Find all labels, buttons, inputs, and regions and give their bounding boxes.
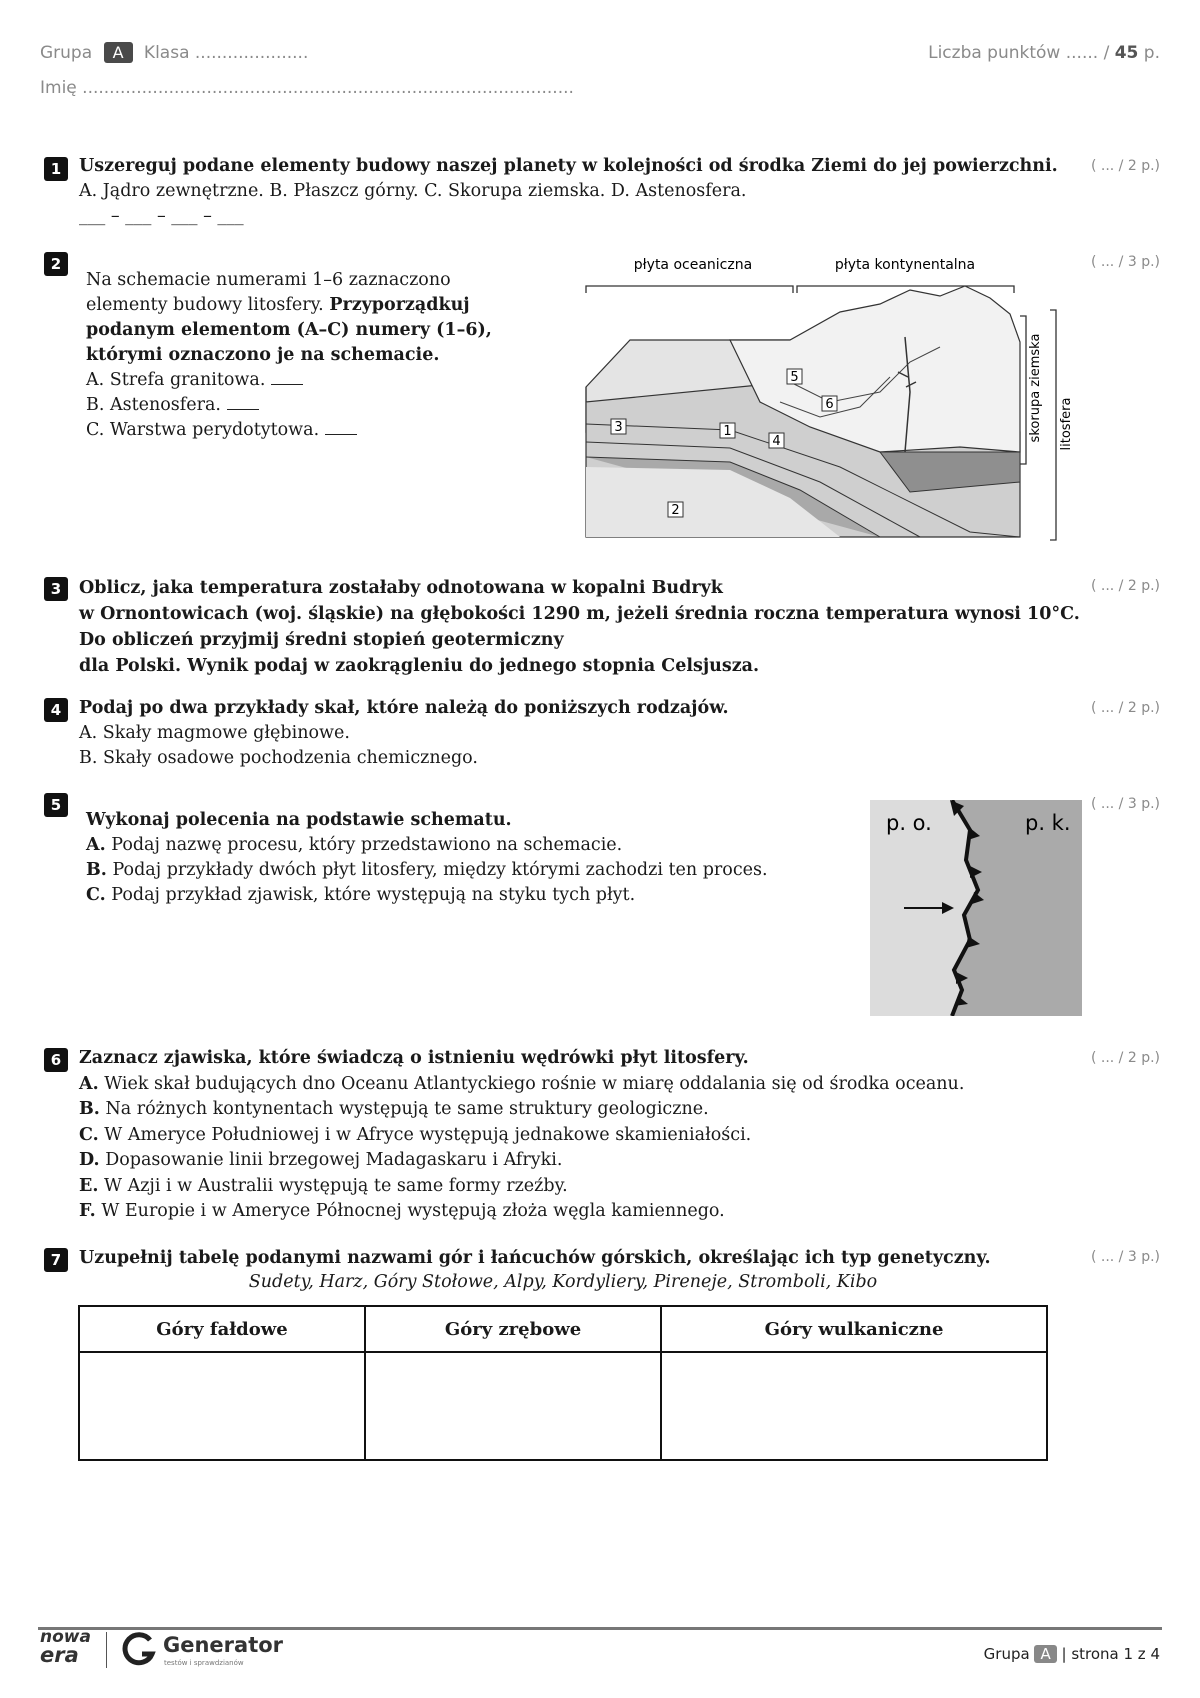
question-number-6: 6 [44,1048,68,1072]
q6-text-d: Dopasowanie linii brzegowej Madagaskaru i Afryki. [105,1150,563,1170]
column-header-block: Góry zrębowe [365,1306,661,1352]
question-points-5: ( ... / 3 p.) [1090,796,1160,812]
points-total [928,43,1160,63]
answer-cell-block[interactable] [365,1352,661,1460]
q5-item-c: Podaj przykład zjawisk, które występują na styku tych płyt. [111,885,636,905]
q3-line-1: Oblicz, jaka temperatura zostałaby odnotowana w kopalni Budryk [79,578,723,598]
q5-prompt: Wykonaj polecenia na podstawie schematu. [86,810,512,830]
q6-option-e [79,1174,964,1200]
label-oceanic-plate-short: p. o. [886,811,932,835]
mountain-type-table [78,1305,1048,1461]
q5-letter-a: A. [86,835,106,855]
generator-subtitle: testów i sprawdzianów [164,1659,244,1667]
q6-prompt: Zaznacz zjawiska, które świadczą o istnieniu wędrówki płyt litosfery. [79,1048,749,1068]
q2-item-a: A. Strefa granitowa. [86,370,266,390]
class-field: Klasa ..................... [143,43,309,63]
question-number-3: 3 [44,577,68,601]
footer-group-badge: A [1034,1645,1056,1663]
q3-line-4: dla Polski. Wynik podaj w zaokrągleniu do jednego stopnia Celsjusza. [79,656,760,676]
points-unit: p. [1143,43,1160,63]
label-lithosphere: litosfera [1059,397,1074,451]
q4-prompt: Podaj po dwa przykłady skał, które należą do poniższych rodzajów. [79,698,729,718]
group-label: Grupa [40,43,93,63]
question-4 [79,696,729,771]
number-5: 5 [790,370,799,385]
points-total-value: 45 [1114,43,1139,63]
number-6: 6 [825,397,834,412]
q6-letter-b: B. [79,1099,100,1119]
question-number-1: 1 [44,157,68,181]
question-5 [86,808,768,908]
q2-item-c: C. Warstwa perydotytowa. [86,420,320,440]
q4-item-b: B. Skały osadowe pochodzenia chemicznego. [79,748,478,768]
footer-divider [38,1627,1162,1630]
footer-page-number: | strona 1 z 4 [1061,1645,1160,1663]
label-oceanic-plate: płyta oceaniczna [633,257,753,273]
label-earth-crust: skorupa ziemska [1028,333,1043,443]
name-field: Imię ........................................................................................... [40,78,574,98]
question-number-7: 7 [44,1248,68,1272]
q3-line-3: Do obliczeń przyjmij średni stopień geotermiczny [79,630,564,650]
column-header-volcanic: Góry wulkaniczne [661,1306,1047,1352]
q2-bold-2: podanym elementom (A–C) numery (1–6), [86,320,492,340]
question-3 [79,575,1080,679]
question-points-6: ( ... / 2 p.) [1090,1050,1160,1066]
footer-group-label: Grupa [983,1645,1030,1663]
q4-item-a: A. Skały magmowe głębinowe. [79,723,350,743]
q7-prompt: Uzupełnij tabelę podanymi nazwami gór i łańcuchów górskich, określając ich typ genetyczny. [79,1248,991,1268]
q2-bold-3: którymi oznaczono je na schemacie. [86,345,440,365]
column-header-fold: Góry fałdowe [79,1306,365,1352]
q1-answer-line: ___ – ___ – ___ – ___ [79,206,244,226]
q6-letter-a: A. [79,1073,99,1094]
logo-top-text: nowa [40,1627,91,1647]
nowa-era-logo [40,1627,91,1667]
q6-text-c: W Ameryce Południowej i w Afryce występują jednakowe skamieniałości. [104,1124,752,1145]
question-points-4: ( ... / 2 p.) [1090,700,1160,716]
subduction-schematic [870,800,1082,1016]
q1-prompt: Uszereguj podane elementy budowy naszej planety w kolejności od środka Ziemi do jej powierzchni. [79,156,1058,176]
number-2: 2 [671,503,680,518]
logo-bottom-text: era [40,1643,79,1667]
lithosphere-diagram [580,252,1080,550]
lithosphere-bracket [1050,310,1056,540]
q2-item-b: B. Astenosfera. [86,395,221,415]
answer-cell-fold[interactable] [79,1352,365,1460]
q7-names: Sudety, Harz, Góry Stołowe, Alpy, Kordyliery, Pireneje, Stromboli, Kibo [248,1272,878,1292]
q6-option-b [79,1097,964,1123]
question-points-2: ( ... / 3 p.) [1090,254,1160,270]
q2-intro-2: elementy budowy litosfery. [86,295,324,315]
q6-text-f: W Europie i w Ameryce Północnej występują złoża węgla kamiennego. [101,1201,725,1221]
q3-line-2: w Ornontowicach (woj. śląskie) na głębokości 1290 m, jeżeli średnia roczna temperatura wynosi 10°C. [79,604,1080,624]
q5-item-b: Podaj przykłady dwóch płyt litosfery, między którymi zachodzi ten proces. [112,860,768,880]
q6-text-a: Wiek skał budujących dno Oceanu Atlantyckiego rośnie w miarę oddalania się od środka oceanu. [104,1073,965,1094]
points-label: Liczba punktów ...... / [928,43,1110,63]
q2-intro-1: Na schemacie numerami 1–6 zaznaczono [86,270,451,290]
q6-letter-f: F. [79,1201,96,1221]
question-number-4: 4 [44,698,68,722]
q5-item-a: Podaj nazwę procesu, który przedstawiono na schemacie. [111,835,623,855]
q6-text-e: W Azji i w Australii występują te same formy rzeźby. [104,1175,568,1196]
header-group [40,42,308,63]
label-continental-plate: płyta kontynentalna [834,257,976,273]
q6-letter-e: E. [79,1175,99,1196]
q6-option-f [79,1199,964,1225]
table-header-row [79,1306,1047,1352]
q5-letter-c: C. [86,885,106,905]
question-2 [86,268,492,443]
question-1 [79,154,1058,229]
q6-letter-c: C. [79,1124,99,1145]
q6-option-a [79,1072,964,1098]
question-number-5: 5 [44,793,68,817]
crust-bracket [1020,316,1026,464]
question-number-2: 2 [44,252,68,276]
q1-options: A. Jądro zewnętrzne. B. Płaszcz górny. C. Skorupa ziemska. D. Astenosfera. [79,181,747,201]
question-points-7: ( ... / 3 p.) [1090,1249,1160,1265]
q6-letter-d: D. [79,1150,100,1170]
q2-bold-1: Przyporządkuj [329,295,470,315]
generator-title: Generator [163,1633,284,1657]
q5-letter-b: B. [86,860,107,880]
number-1: 1 [723,424,732,439]
label-continental-plate-short: p. k. [1025,811,1071,835]
group-badge: A [104,42,133,63]
number-3: 3 [614,420,623,435]
logo-divider [106,1632,107,1668]
number-4: 4 [772,434,781,449]
table-row [79,1352,1047,1460]
answer-cell-volcanic[interactable] [661,1352,1047,1460]
q6-option-d [79,1148,964,1174]
question-points-1: ( ... / 2 p.) [1090,158,1160,174]
q6-option-c [79,1123,964,1149]
q6-text-b: Na różnych kontynentach występują te same struktury geologiczne. [105,1099,709,1119]
footer-page-info [984,1645,1160,1663]
question-points-3: ( ... / 2 p.) [1090,578,1160,594]
generator-g-icon [120,1630,160,1670]
question-6 [79,1046,964,1225]
